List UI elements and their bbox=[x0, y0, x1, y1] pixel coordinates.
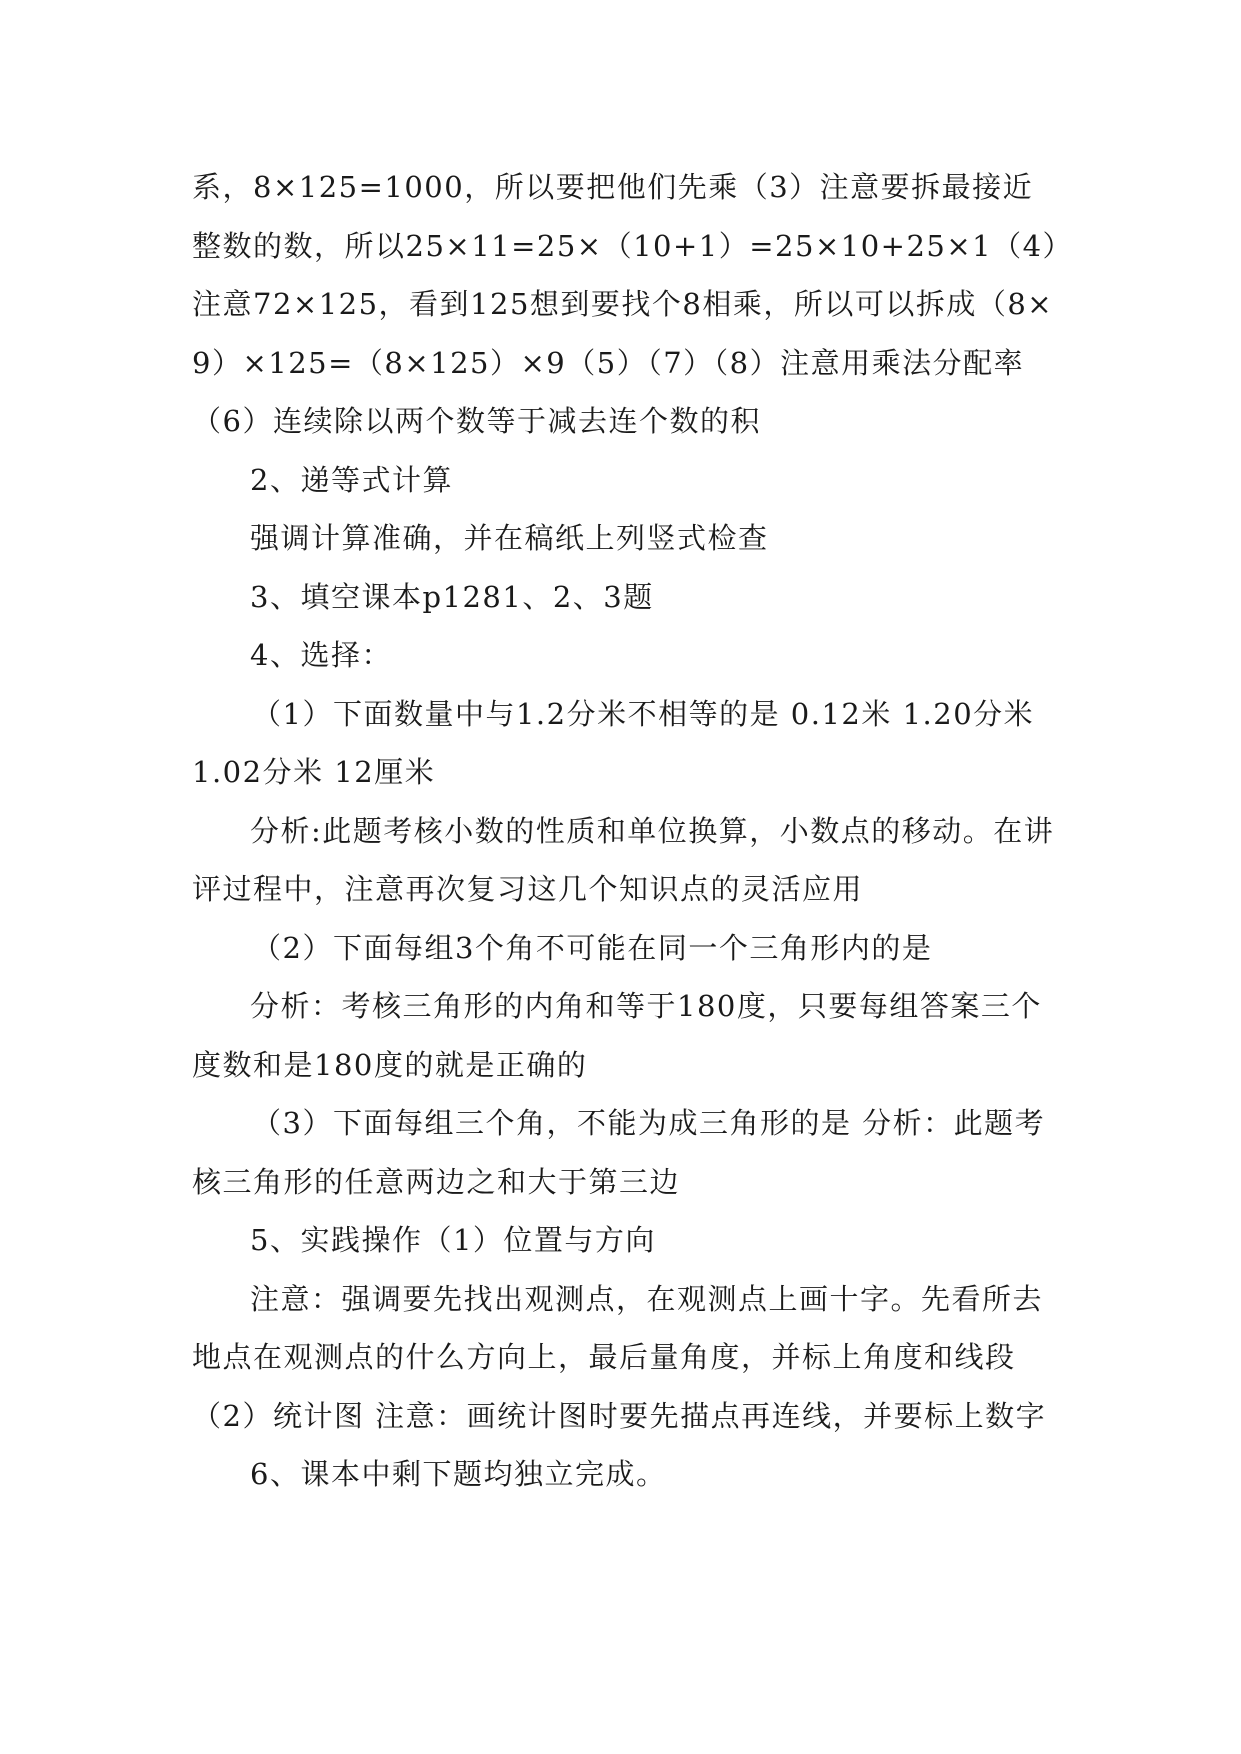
paragraph-calculation-note: 强调计算准确，并在稿纸上列竖式检查 bbox=[250, 521, 769, 555]
paragraph-practice-note: 注意：强调要先找出观测点，在观测点上画十字。先看所去地点在观测点的什么方向上，最后量角度，并标上角度和线段（2）统计图 注意：画统计图时要先描点再连线，并要标上数字 bbox=[192, 1281, 1047, 1433]
heading-step-calculation: 2、递等式计算 bbox=[250, 462, 453, 497]
heading-choice: 4、选择： bbox=[250, 638, 392, 672]
document-body bbox=[192, 158, 1062, 1504]
heading-practice: 5、实践操作（1）位置与方向 bbox=[250, 1223, 656, 1257]
analysis-choice-1: 分析:此题考核小数的性质和单位换算，小数点的移动。在讲评过程中，注意再次复习这几个知识点的灵活应用 bbox=[192, 813, 1055, 906]
question-choice-1: （1）下面数量中与1.2分米不相等的是 0.12米 1.20分米 1.02分米 12厘米 bbox=[192, 696, 1035, 789]
heading-fill-blank: 3、填空课本p1281、2、3题 bbox=[250, 579, 654, 614]
question-choice-2: （2）下面每组3个角不可能在同一个三角形内的是 bbox=[252, 930, 933, 965]
paragraph-remaining-tasks: 6、课本中剩下题均独立完成。 bbox=[250, 1457, 667, 1491]
analysis-choice-2: 分析：考核三角形的内角和等于180度，只要每组答案三个度数和是180度的就是正确的 bbox=[192, 989, 1042, 1082]
paragraph-continued-analysis: 系，8×125=1000，所以要把他们先乘（3）注意要拆最接近整数的数，所以25×11=25×（10+1）=25×10+25×1（4）注意72×125，看到125想到要找个8相乘，所以可以拆成（8×9）×125=（8×125）×9（5）（7）（8）注意用乘法分配率（6）连续除以两个数等于减去连个数的积 bbox=[192, 170, 1059, 438]
question-choice-3: （3）下面每组三个角，不能为成三角形的是 分析：此题考核三角形的任意两边之和大于第三边 bbox=[192, 1106, 1046, 1199]
